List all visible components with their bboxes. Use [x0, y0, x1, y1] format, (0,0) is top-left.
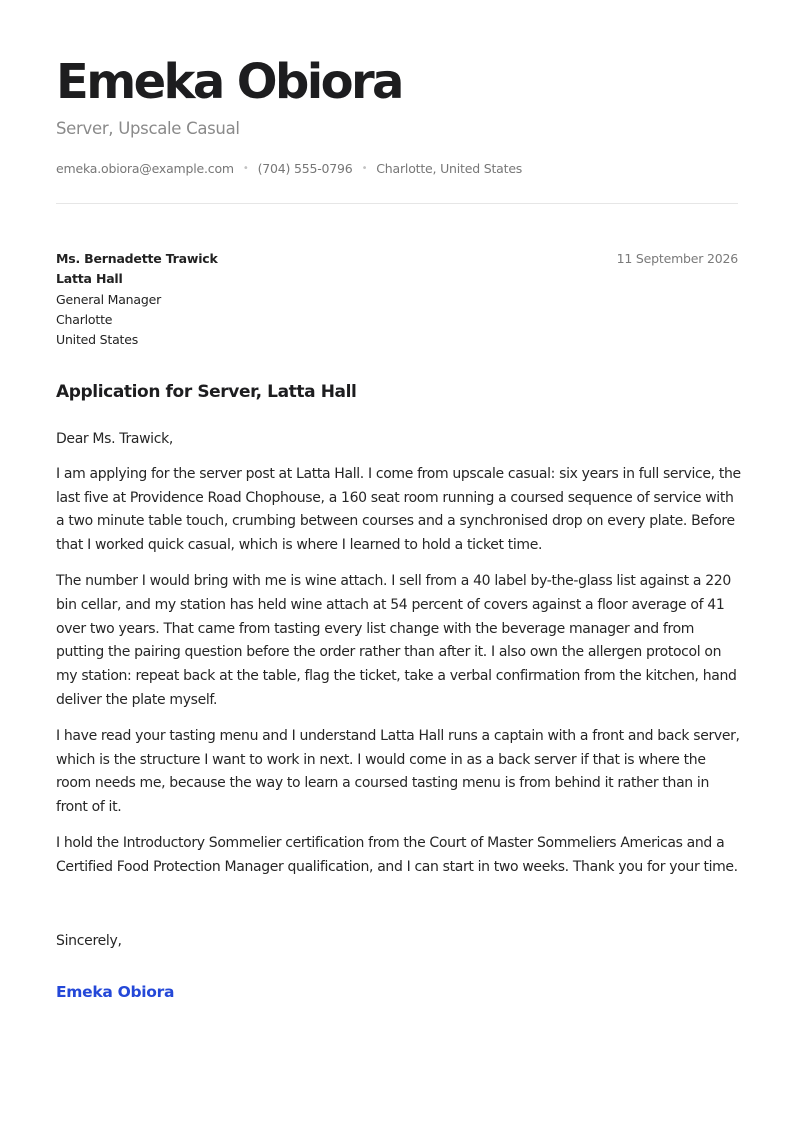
letter-closing: Sincerely,	[56, 933, 122, 949]
applicant-name: Emeka Obiora	[56, 54, 402, 110]
recipient-country: United States	[56, 332, 139, 348]
recipient-block	[56, 249, 218, 350]
contact-email: emeka.obiora@example.com	[56, 161, 234, 176]
letter-paragraph: The number I would bring with me is wine attach. I sell from a 40 label by-the-glass list against a 220 bin cellar, and my station has held wine attach at 54 percent of covers against a floor average of 41 over two years. That came from tasting every list change with the beverage manager and from putting the pairing question before the order rather than after it. I also own the allergen protocol on my station: repeat back at the table, flag the ticket, take a verbal confirmation from the kitchen, hand deliver the plate myself.	[56, 572, 737, 708]
contact-phone: (704) 555-0796	[257, 161, 353, 176]
contact-separator: •	[361, 163, 368, 174]
letter-paragraph: I have read your tasting menu and I understand Latta Hall runs a captain with a front and back server, which is the structure I want to work in next. I would come in as a back server if that is where the room needs me, because the way to learn a coursed tasting menu is from behind it rather than in front of it.	[56, 727, 740, 816]
recipient-title: General Manager	[56, 291, 162, 307]
recipient-company: Latta Hall	[56, 271, 123, 287]
recipient-name: Ms. Bernadette Trawick	[56, 251, 218, 266]
letter-subject: Application for Server, Latta Hall	[56, 382, 357, 402]
letter-greeting: Dear Ms. Trawick,	[56, 431, 173, 447]
contact-line	[56, 161, 522, 176]
recipient-city: Charlotte	[56, 311, 113, 327]
letter-paragraph: I am applying for the server post at Latta Hall. I come from upscale casual: six years in full service, the last five at Providence Road Chophouse, a 160 seat room running a coursed sequence of service with a two minute table touch, crumbing between courses and a synchronised drop on every plate. Before that I worked quick casual, which is where I learned to hold a ticket time.	[56, 465, 741, 554]
applicant-role: Server, Upscale Casual	[56, 119, 240, 138]
header-divider	[56, 203, 738, 204]
letter-paragraph: I hold the Introductory Sommelier certification from the Court of Master Sommeliers Americas and a Certified Food Protection Manager qualification, and I can start in two weeks. Thank you for your time.	[56, 834, 738, 875]
contact-separator: •	[242, 163, 249, 174]
letter-body	[56, 428, 741, 892]
letter-signature: Emeka Obiora	[56, 983, 175, 1001]
contact-location: Charlotte, United States	[376, 161, 523, 176]
letter-date: 11 September 2026	[616, 251, 738, 266]
